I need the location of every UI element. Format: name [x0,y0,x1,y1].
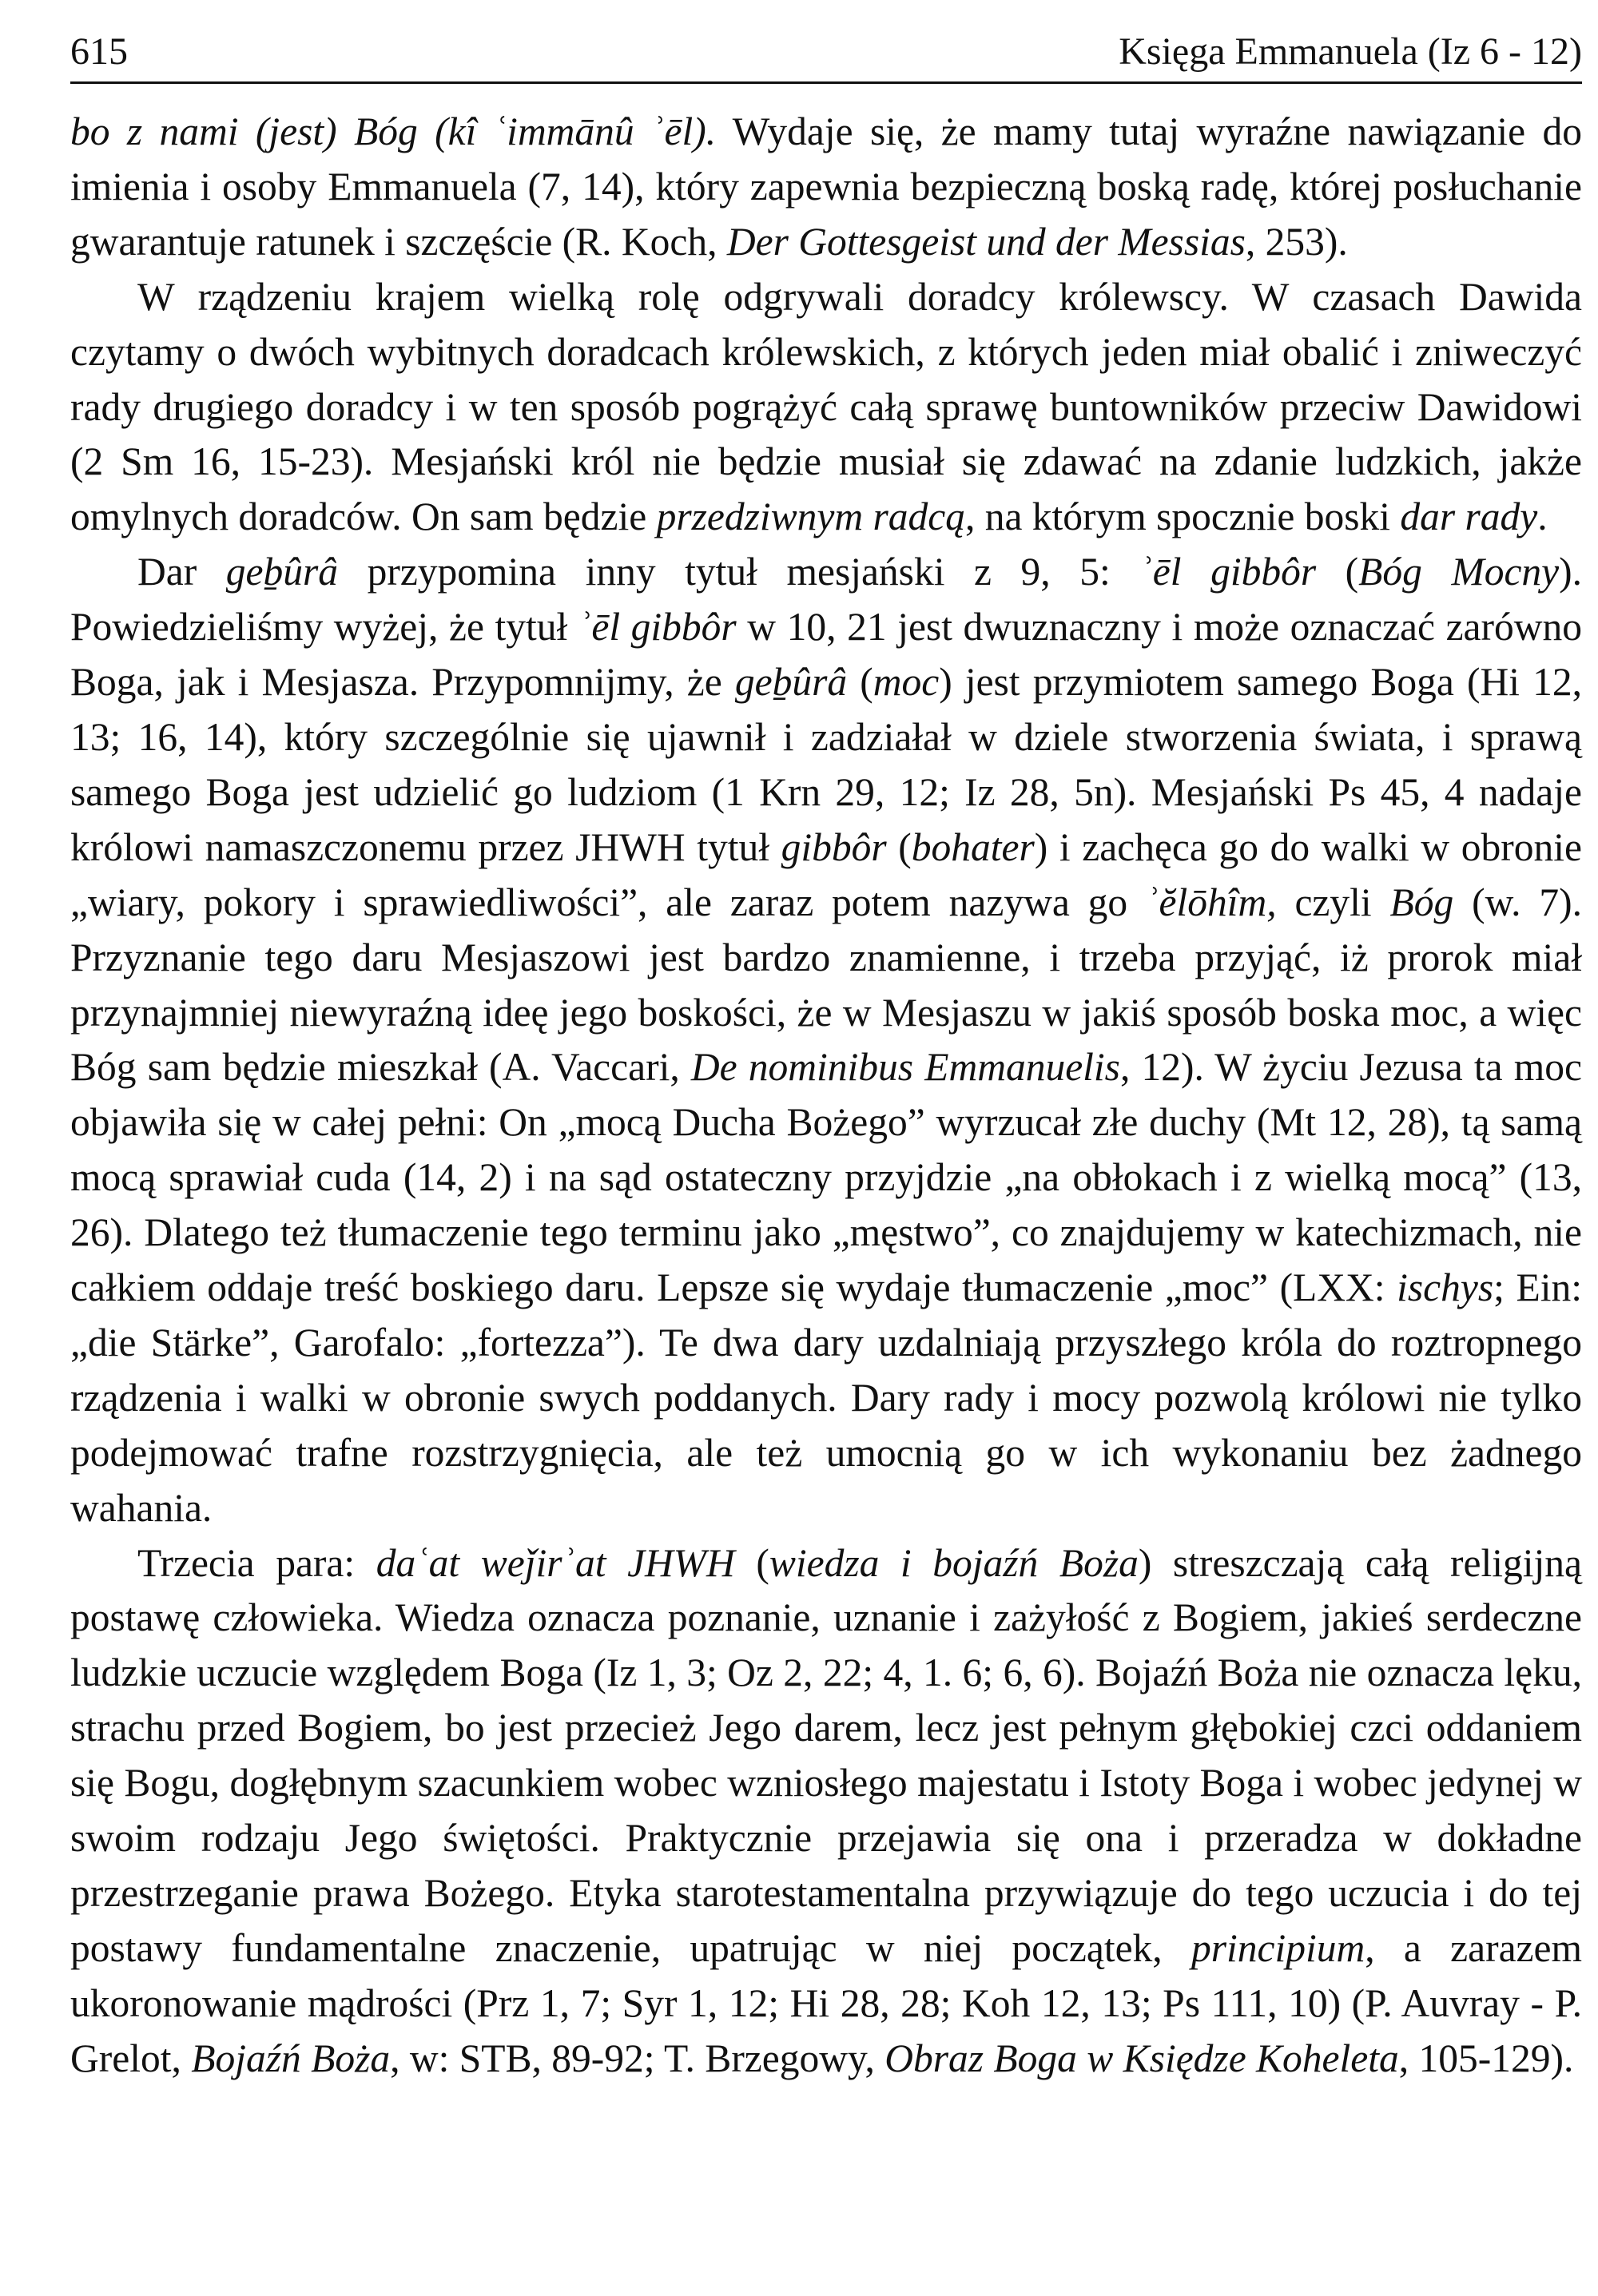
text-run: ( [847,660,873,705]
italic-text-run: Der Gottesgeist und der Messias [726,219,1246,264]
text-run: ( [734,1540,769,1585]
text-run: ). Powiedzieliśmy wyżej, że tytuł [70,550,1583,649]
text-run: przypomina inny tytuł mesjański z 9, 5: [338,550,1140,594]
paragraph [70,270,1582,546]
text-run: ( [1316,550,1359,594]
italic-text-run: gibbôr [781,824,887,869]
running-header [70,22,1582,84]
text-run: W rządzeniu krajem wielką rolę odgrywali doradcy królewscy. W czasach Dawida czytamy o dwóch wybitnych doradcach królewskich, z których jeden miał obalić i zniweczyć rady drugiego doradcy i w ten sposób pogrążyć całą sprawę buntowników przeciw Dawidowi (2 Sm 16, 15-23). Mesjański król nie będzie musiał się zdawać na zdanie ludzkich, jakże omylnych doradców. On sam będzie [70,274,1582,539]
page-number: 615 [70,30,128,73]
italic-text-run: bohater [911,824,1035,869]
text-run: ( [886,824,912,869]
text-run: , a zarazem ukoronowanie mądrości (Prz 1, 7; Syr 1, 12; Hi 28, 28; Koh 12, 13; Ps 111, 10) (P. Auvray - P. Grelot, [70,1925,1582,2080]
paragraph [70,545,1582,1535]
text-run: (w. 7). Przyznanie tego daru Mesjaszowi jest bardzo znamienne, i trzeba przyjąć, iż prorok miał przynajmniej niewyraźną ideę jego boskości, że w Mesjaszu w jakiś sposób boska moc, a więc Bóg sam będzie mieszkał (A. Vaccari, [70,880,1582,1090]
italic-text-run: przedziwnym radcą [656,495,965,539]
text-run: , w: STB, 89-92; T. Brzegowy, [390,2036,885,2080]
book-page [70,22,1582,2275]
text-run: , 253). [1245,219,1348,264]
italic-text-run: Obraz Boga w Księdze Koheleta [884,2036,1399,2080]
italic-text-run: dar rady [1400,495,1538,539]
text-run: , na którym spocznie boski [964,495,1401,539]
italic-text-run: bo z nami (jest) Bóg (kî ʿimmānû ʾēl). [70,109,717,153]
text-run: Trzecia para: [137,1540,376,1585]
text-run: , 12). W życiu Jezusa ta moc objawiła się w całej pełni: On „mocą Ducha Bożego” wyrzucał złe duchy (Mt 12, 28), tą samą mocą sprawiał cuda (14, 2) i na sąd ostateczny przyjdzie „na obłokach i z wielką mocą” (13, 26). Dlatego też tłumaczenie tego terminu jako „męstwo”, co znajdujemy w katechizmach, nie całkiem oddaje treść boskiego daru. Lepsze się wydaje tłumaczenie „moc” (LXX: [70,1045,1582,1310]
paragraph [70,1536,1582,2087]
italic-text-run: principium [1191,1925,1365,1970]
italic-text-run: Bóg Mocny [1358,550,1560,594]
italic-text-run: ʾēl gibbôr [1139,550,1317,594]
paragraph [70,105,1582,270]
italic-text-run: geḇûrâ [734,660,848,705]
text-run: ; Ein: „die Stärke”, Garofalo: „fortezza”). Te dwa dary uzdalniają przyszłego króla do roztropnego rządzenia i walki w obronie swych poddanych. Dary rady i mocy pozwolą królowi nie tylko podejmować trafne rozstrzygnięcia, ale też umocnią go w ich wykonaniu bez żadnego wahania. [70,1265,1582,1530]
italic-text-run: De nominibus Emmanuelis [690,1045,1120,1090]
italic-text-run: ischys [1397,1265,1494,1310]
text-run: Dar [137,550,226,594]
italic-text-run: Bojaźń Boża [191,2036,391,2080]
text-run: , 105-129). [1398,2036,1574,2080]
italic-text-run: ʾēl gibbôr [578,605,737,649]
running-title: Księga Emmanuela (Iz 6 - 12) [1119,30,1582,73]
text-run: ) streszczają całą religijną postawę człowieka. Wiedza oznacza poznanie, uznanie i zażyłość z Bogiem, jakieś serdeczne ludzkie uczucie względem Boga (Iz 1, 3; Oz 2, 22; 4, 1. 6; 6, 6). Bojaźń Boża nie oznacza lęku, strachu przed Bogiem, bo jest przecież Jego darem, lecz jest pełnym głębokiej czci oddaniem się Bogu, dogłębnym szacunkiem wobec wzniosłego majestatu i Istoty Boga i wobec jedynej w swoim rodzaju Jego świętości. Praktycznie przejawia się ona i przeradza w dokładne przestrzeganie prawa Bożego. Etyka starotestamentalna przywiązuje do tego uczucia i do tej postawy fundamentalne znaczenie, upatrując w niej początek, [70,1540,1582,1970]
text-run: . [1537,495,1548,539]
text-run: w 10, 21 jest dwuznaczny i może oznaczać zarówno Boga, jak i Mesjasza. Przypomnijmy, że [70,605,1582,705]
text-run: ) i zachęca go do walki w obronie „wiary, pokory i sprawiedliwości”, ale zaraz potem nazywa go [70,824,1582,924]
italic-text-run: Bóg [1389,880,1454,924]
text-run: czyli [1276,880,1390,924]
italic-text-run: daʿat weǰirʾat JHWH [376,1540,735,1585]
body-text [70,105,1582,2087]
text-run: Wydaje się, że mamy tutaj wyraźne nawiązanie do imienia i osoby Emmanuela (7, 14), który zapewnia bezpieczną boską radę, której posłuchanie gwarantuje ratunek i szczęście (R. Koch, [70,109,1582,264]
italic-text-run: moc [873,660,940,705]
italic-text-run: geḇûrâ [225,550,339,594]
italic-text-run: ʾĕlōhîm, [1146,880,1277,924]
italic-text-run: wiedza i bojaźń Boża [769,1540,1139,1585]
text-run: ) jest przymiotem samego Boga (Hi 12, 13; 16, 14), który szczególnie się ujawnił i zadziałał w dziele stworzenia świata, i sprawą samego Boga jest udzielić go ludziom (1 Krn 29, 12; Iz 28, 5n). Mesjański Ps 45, 4 nadaje królowi namaszczonemu przez JHWH tytuł [70,660,1583,869]
